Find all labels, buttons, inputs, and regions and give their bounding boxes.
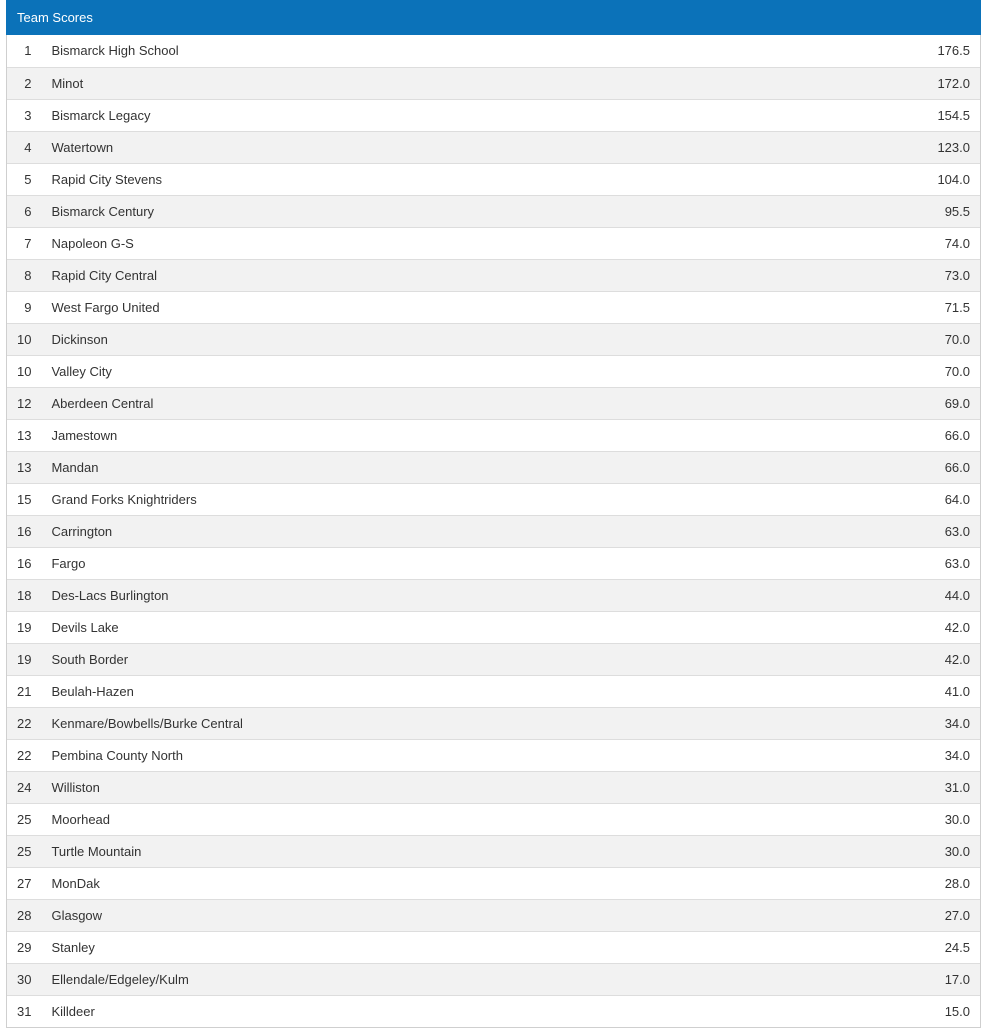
team-name-cell: Glasgow	[41, 899, 910, 931]
team-score-cell: 31.0	[910, 771, 980, 803]
table-row	[7, 483, 980, 515]
rank-cell: 25	[7, 835, 41, 867]
team-name-cell: Dickinson	[41, 323, 910, 355]
team-name-cell: Carrington	[41, 515, 910, 547]
rank-cell: 9	[7, 291, 41, 323]
team-name-cell: Kenmare/Bowbells/Burke Central	[41, 707, 910, 739]
team-name-cell: Bismarck Legacy	[41, 99, 910, 131]
team-name-cell: Aberdeen Central	[41, 387, 910, 419]
table-row	[7, 995, 980, 1027]
table-row	[7, 643, 980, 675]
rank-cell: 22	[7, 739, 41, 771]
table-row	[7, 739, 980, 771]
team-score-cell: 15.0	[910, 995, 980, 1027]
team-name-cell: MonDak	[41, 867, 910, 899]
rank-cell: 13	[7, 451, 41, 483]
rank-cell: 3	[7, 99, 41, 131]
team-name-cell: Ellendale/Edgeley/Kulm	[41, 963, 910, 995]
team-score-cell: 123.0	[910, 131, 980, 163]
rank-cell: 12	[7, 387, 41, 419]
table-row	[7, 867, 980, 899]
rank-cell: 2	[7, 67, 41, 99]
team-score-cell: 34.0	[910, 707, 980, 739]
team-score-cell: 74.0	[910, 227, 980, 259]
table-body	[7, 35, 980, 1027]
table-row	[7, 195, 980, 227]
table-row	[7, 227, 980, 259]
team-score-cell: 28.0	[910, 867, 980, 899]
team-name-cell: Turtle Mountain	[41, 835, 910, 867]
table-row	[7, 419, 980, 451]
team-name-cell: Killdeer	[41, 995, 910, 1027]
team-name-cell: Des-Lacs Burlington	[41, 579, 910, 611]
rank-cell: 31	[7, 995, 41, 1027]
team-name-cell: Devils Lake	[41, 611, 910, 643]
table-row	[7, 579, 980, 611]
team-score-cell: 104.0	[910, 163, 980, 195]
table-row	[7, 963, 980, 995]
team-name-cell: Napoleon G-S	[41, 227, 910, 259]
team-name-cell: Bismarck High School	[51, 43, 179, 59]
table-row	[7, 803, 980, 835]
rank-cell: 10	[7, 323, 41, 355]
table-row	[7, 515, 980, 547]
team-score-cell: 41.0	[910, 675, 980, 707]
team-name-cell: South Border	[41, 643, 910, 675]
team-name-cell: Moorhead	[41, 803, 910, 835]
table-row	[7, 675, 980, 707]
rank-cell: 15	[7, 483, 41, 515]
team-name-cell: Watertown	[41, 131, 910, 163]
table-row	[7, 707, 980, 739]
rank-cell: 5	[7, 163, 41, 195]
team-score-cell: 30.0	[910, 835, 980, 867]
team-name-cell: Mandan	[41, 451, 910, 483]
team-name-cell: Williston	[41, 771, 910, 803]
rank-cell: 6	[7, 195, 41, 227]
team-name-cell: Beulah-Hazen	[41, 675, 910, 707]
team-score-cell: 73.0	[910, 259, 980, 291]
rank-cell: 25	[7, 803, 41, 835]
team-score-cell: 66.0	[910, 451, 980, 483]
team-name-cell: Bismarck Century	[41, 195, 910, 227]
table-row	[7, 67, 980, 99]
team-scores-panel	[6, 0, 981, 1028]
table-row	[7, 931, 980, 963]
team-score-cell: 66.0	[910, 419, 980, 451]
team-score-cell: 24.5	[910, 931, 980, 963]
panel-title: Team Scores	[6, 0, 981, 35]
table-row	[7, 451, 980, 483]
table-row	[7, 259, 980, 291]
team-name-cell: Stanley	[41, 931, 910, 963]
team-score-cell: 44.0	[910, 579, 980, 611]
team-score-cell: 172.0	[910, 67, 980, 99]
table-row	[7, 547, 980, 579]
table-row	[7, 899, 980, 931]
rank-cell: 1	[24, 43, 32, 59]
team-score-cell: 27.0	[910, 899, 980, 931]
table-row	[7, 355, 980, 387]
team-name-cell: Fargo	[41, 547, 910, 579]
team-score-cell: 63.0	[910, 515, 980, 547]
rank-cell: 8	[7, 259, 41, 291]
team-score-cell: 63.0	[910, 547, 980, 579]
rank-cell: 28	[7, 899, 41, 931]
table-row	[7, 771, 980, 803]
rank-cell: 19	[7, 611, 41, 643]
team-score-cell: 34.0	[910, 739, 980, 771]
team-score-cell: 69.0	[910, 387, 980, 419]
rank-cell: 29	[7, 931, 41, 963]
team-name-cell: Rapid City Stevens	[41, 163, 910, 195]
rank-cell: 16	[7, 515, 41, 547]
rank-cell: 27	[7, 867, 41, 899]
team-name-cell: West Fargo United	[41, 291, 910, 323]
rank-cell: 16	[7, 547, 41, 579]
team-score-cell: 70.0	[910, 355, 980, 387]
rank-cell: 19	[7, 643, 41, 675]
table-row	[7, 291, 980, 323]
team-score-cell: 70.0	[910, 323, 980, 355]
team-name-cell: Rapid City Central	[41, 259, 910, 291]
team-score-cell: 154.5	[910, 99, 980, 131]
team-name-cell: Valley City	[41, 355, 910, 387]
team-name-cell: Jamestown	[41, 419, 910, 451]
table-row	[7, 163, 980, 195]
team-score-cell: 17.0	[910, 963, 980, 995]
team-name-cell: Grand Forks Knightriders	[41, 483, 910, 515]
table-row	[7, 323, 980, 355]
table-row	[7, 131, 980, 163]
table-row	[7, 35, 980, 67]
team-score-cell: 42.0	[910, 611, 980, 643]
rank-cell: 22	[7, 707, 41, 739]
rank-cell: 4	[7, 131, 41, 163]
team-score-cell: 71.5	[910, 291, 980, 323]
table-row	[7, 387, 980, 419]
team-score-cell: 64.0	[910, 483, 980, 515]
team-score-cell: 30.0	[910, 803, 980, 835]
table-row	[7, 835, 980, 867]
team-name-cell: Pembina County North	[41, 739, 910, 771]
rank-cell: 21	[7, 675, 41, 707]
team-score-cell: 42.0	[910, 643, 980, 675]
rank-cell: 18	[7, 579, 41, 611]
team-name-cell: Minot	[41, 67, 910, 99]
rank-cell: 30	[7, 963, 41, 995]
rank-cell: 7	[7, 227, 41, 259]
table-row	[7, 611, 980, 643]
team-score-cell: 95.5	[910, 195, 980, 227]
team-scores-table	[7, 35, 980, 1027]
table-row	[7, 99, 980, 131]
rank-cell: 13	[7, 419, 41, 451]
team-score-cell: 176.5	[937, 43, 970, 59]
rank-cell: 10	[7, 355, 41, 387]
rank-cell: 24	[7, 771, 41, 803]
